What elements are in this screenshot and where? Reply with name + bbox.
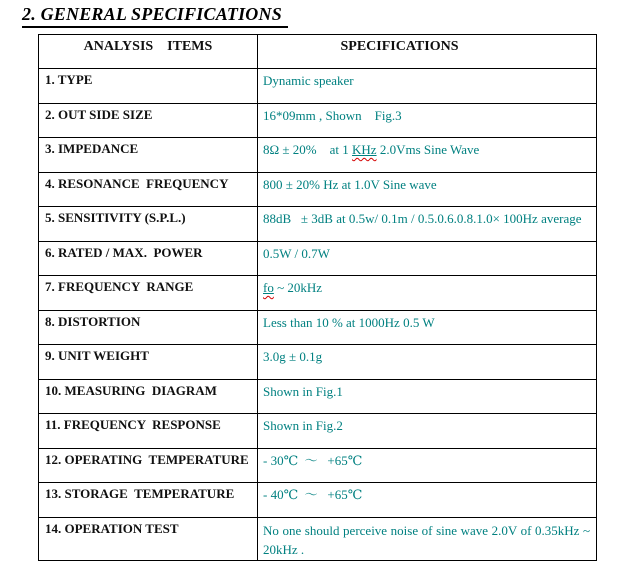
table-row bbox=[39, 138, 597, 173]
spec-cell: 0.5W / 0.7W bbox=[258, 241, 597, 276]
item-cell: 1. TYPE bbox=[39, 69, 258, 104]
table-row bbox=[39, 207, 597, 242]
item-cell: 12. OPERATING TEMPERATURE bbox=[39, 448, 258, 483]
spec-cell: - 30℃ ～ +65℃ bbox=[258, 448, 597, 483]
spec-text: ~ 20kHz bbox=[273, 280, 323, 295]
table-row bbox=[39, 310, 597, 345]
underlined-word bbox=[263, 280, 274, 295]
analysis-items-header: ANALYSIS ITEMS bbox=[39, 35, 258, 69]
table-row bbox=[39, 483, 597, 518]
item-cell: 14. OPERATION TEST bbox=[39, 517, 258, 560]
table-row bbox=[39, 379, 597, 414]
spec-cell: Less than 10 % at 1000Hz 0.5 W bbox=[258, 310, 597, 345]
spec-cell bbox=[258, 276, 597, 311]
item-cell: 13. STORAGE TEMPERATURE bbox=[39, 483, 258, 518]
table-row bbox=[39, 69, 597, 104]
table-row bbox=[39, 448, 597, 483]
spec-cell: 800 ± 20% Hz at 1.0V Sine wave bbox=[258, 172, 597, 207]
item-cell: 3. IMPEDANCE bbox=[39, 138, 258, 173]
item-cell: 6. RATED / MAX. POWER bbox=[39, 241, 258, 276]
spec-cell bbox=[258, 138, 597, 173]
item-cell: 2. OUT SIDE SIZE bbox=[39, 103, 258, 138]
section-title bbox=[22, 4, 288, 28]
table-row bbox=[39, 241, 597, 276]
item-cell: 11. FREQUENCY RESPONSE bbox=[39, 414, 258, 449]
spec-cell: Shown in Fig.2 bbox=[258, 414, 597, 449]
item-cell: 4. RESONANCE FREQUENCY bbox=[39, 172, 258, 207]
spec-text: 8Ω ± 20% at 1 bbox=[263, 142, 353, 157]
section-title-text: 2. GENERAL SPECIFICATIONS bbox=[22, 4, 288, 28]
table-row bbox=[39, 103, 597, 138]
table-row bbox=[39, 172, 597, 207]
misspelled-word: fo bbox=[263, 280, 274, 295]
spec-cell: No one should perceive noise of sine wave 2.0V of 0.35kHz ~ 20kHz . bbox=[258, 517, 597, 560]
item-cell: 8. DISTORTION bbox=[39, 310, 258, 345]
spec-cell: 3.0g ± 0.1g bbox=[258, 345, 597, 380]
item-cell: 10. MEASURING DIAGRAM bbox=[39, 379, 258, 414]
table-row bbox=[39, 414, 597, 449]
item-cell: 5. SENSITIVITY (S.P.L.) bbox=[39, 207, 258, 242]
specifications-header: SPECIFICATIONS bbox=[258, 35, 597, 69]
table-row bbox=[39, 276, 597, 311]
item-cell: 9. UNIT WEIGHT bbox=[39, 345, 258, 380]
header-row bbox=[39, 35, 597, 69]
item-cell: 7. FREQUENCY RANGE bbox=[39, 276, 258, 311]
table-row bbox=[39, 517, 597, 560]
misspelled-word: KHz bbox=[352, 142, 377, 157]
specifications-table bbox=[38, 34, 597, 561]
spec-cell: Dynamic speaker bbox=[258, 69, 597, 104]
spec-cell: - 40℃ ～ +65℃ bbox=[258, 483, 597, 518]
table-row bbox=[39, 345, 597, 380]
spec-cell: 16*09mm , Shown Fig.3 bbox=[258, 103, 597, 138]
spec-text: 2.0Vms Sine Wave bbox=[376, 142, 480, 157]
underlined-word bbox=[352, 142, 377, 157]
spec-cell: Shown in Fig.1 bbox=[258, 379, 597, 414]
spec-cell: 88dB ± 3dB at 0.5w/ 0.1m / 0.5.0.6.0.8.1.0× 100Hz average bbox=[258, 207, 597, 242]
